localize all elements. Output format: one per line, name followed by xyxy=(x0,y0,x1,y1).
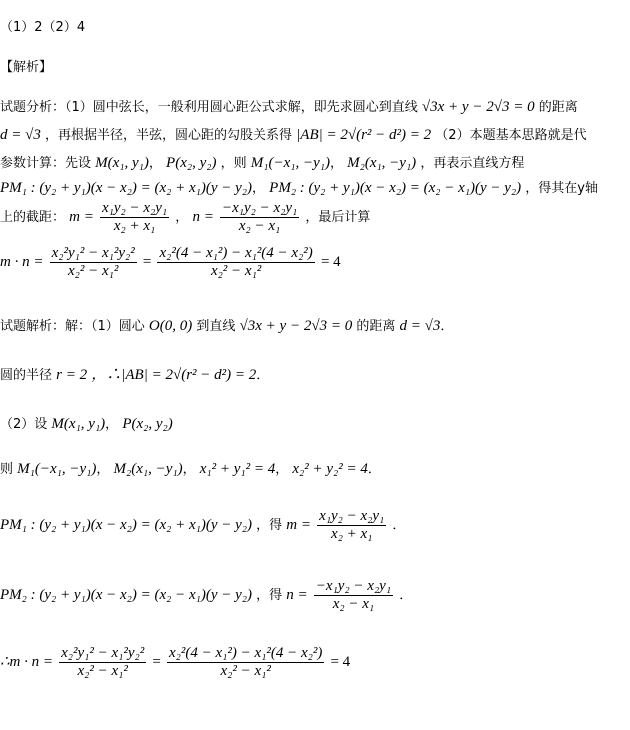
mn-fraction-1: $\frac{\text{x₂²y₁² − x₁²y₂²}}{\text{x₂² − x₁²}}$ xyxy=(51,245,135,279)
solution-line-6: PM₂ : (y₂ + y₁)(x − x₂) = (x₂ − x₁)(y − y₂) ，得 n = $\frac{\text{−x₁y₂ − x₂y₁}}{\text{x₂ − x₁}}$ ． xyxy=(0,578,413,612)
solution-line-2: 圆的半径 r = 2 ，∴|AB| = 2√(r² − d²) = 2． xyxy=(0,367,270,383)
mn-fraction-2: $\frac{\text{x₂²(4 − x₁²) − x₁²(4 − x₂²)}}{\text{x₂² − x₁²}}$ xyxy=(159,245,313,279)
analysis-line-5: 上的截距： m = $\frac{\text{x₁y₂ − x₂y₁}}{\text{x₂ + x₁}}$ ， n = $\frac{\text{−x₁y₂ − x₂y₁}}{\text{x₂ − x₁}}$ ，最后计算 xyxy=(0,200,371,234)
m-fraction: $\frac{\text{x₁y₂ − x₂y₁}}{\text{x₂ + x₁}}$ xyxy=(102,200,168,234)
analysis-line-4: PM₁ : (y₂ + y₁)(x − x₂) = (x₂ + x₁)(y − y₂)， PM₂ : (y₂ + y₁)(x − x₂) = (x₂ − x₁)(y − y₂) ，得其在y轴 xyxy=(0,180,598,196)
pm1-equation: PM₁ : (y₂ + y₁)(x − x₂) = (x₂ + x₁)(y − y₂) xyxy=(0,180,252,196)
solution-mn-fraction-2: $\frac{\text{x₂²(4 − x₁²) − x₁²(4 − x₂²)}}{\text{x₂² − x₁²}}$ xyxy=(169,645,323,679)
answer-text: （1）2（2）4 xyxy=(0,20,86,35)
n-fraction: $\frac{\text{−x₁y₂ − x₂y₁}}{\text{x₂ − x₁}}$ xyxy=(221,200,298,234)
pm2-equation: PM₂ : (y₂ + y₁)(x − x₂) = (x₂ − x₁)(y − y₂) xyxy=(269,180,522,196)
distance-d: d = √3 xyxy=(0,127,41,143)
analysis-header: 【解析】 xyxy=(0,60,53,75)
solution-line-5: PM₁ : (y₂ + y₁)(x − x₂) = (x₂ + x₁)(y − y₂) ，得 m = $\frac{\text{x₁y₂ − x₂y₁}}{\text{x₂ + x₁}}$ ． xyxy=(0,508,406,542)
solution-line-3: （2）设 M(x₁, y₁)， P(x₂, y₂) xyxy=(0,416,173,432)
answer-line xyxy=(0,20,85,36)
chord-length: |AB| = 2√(r² − d²) = 2 xyxy=(296,127,432,143)
solution-n-fraction: $\frac{\text{−x₁y₂ − x₂y₁}}{\text{x₂ − x₁}}$ xyxy=(315,578,392,612)
analysis-line-6: m · n = $\frac{\text{x₂²y₁² − x₁²y₂²}}{\text{x₂² − x₁²}}$ = $\frac{\text{x₂²(4 − x₁²) − x₁²(4 − x₂²)}}{\text{x₂² − x₁²}}$ = 4 xyxy=(0,245,341,279)
analysis-line-2: d = √3 ，再根据半径，半弦，圆心距的勾股关系得 |AB| = 2√(r² − d²) = 2 （2）本题基本思路就是代 xyxy=(0,127,587,143)
solution-line-7: ∴m · n = $\frac{\text{x₂²y₁² − x₁²y₂²}}{\text{x₂² − x₁²}}$ = $\frac{\text{x₂²(4 − x₁²) − x₁²(4 − x₂²)}}{\text{x₂² − x₁²}}$ = 4 xyxy=(0,645,351,679)
solution-mn-fraction-1: $\frac{\text{x₂²y₁² − x₁²y₂²}}{\text{x₂² − x₁²}}$ xyxy=(61,645,145,679)
solution-m-fraction: $\frac{\text{x₁y₂ − x₂y₁}}{\text{x₂ + x₁}}$ xyxy=(319,508,385,542)
analysis-line-1: 试题分析：（1）圆中弦长，一般利用圆心距公式求解，即先求圆心到直线 √3x + y − 2√3 = 0 的距离 xyxy=(0,99,578,115)
solution-line-4: 则 M₁(−x₁, −y₁)， M₂(x₁, −y₁)， x₁² + y₁² = 4， x₂² + y₂² = 4． xyxy=(0,461,381,477)
analysis-line-3: 参数计算：先设 M(x₁, y₁)， P(x₂, y₂) ，则 M₁(−x₁, −y₁)， M₂(x₁, −y₁) ，再表示直线方程 xyxy=(0,155,525,171)
line-equation: √3x + y − 2√3 = 0 xyxy=(421,99,535,115)
solution-line-1: 试题解析：解：（1）圆心 O(0, 0) 到直线 √3x + y − 2√3 = 0 的距离 d = √3． xyxy=(0,318,454,334)
